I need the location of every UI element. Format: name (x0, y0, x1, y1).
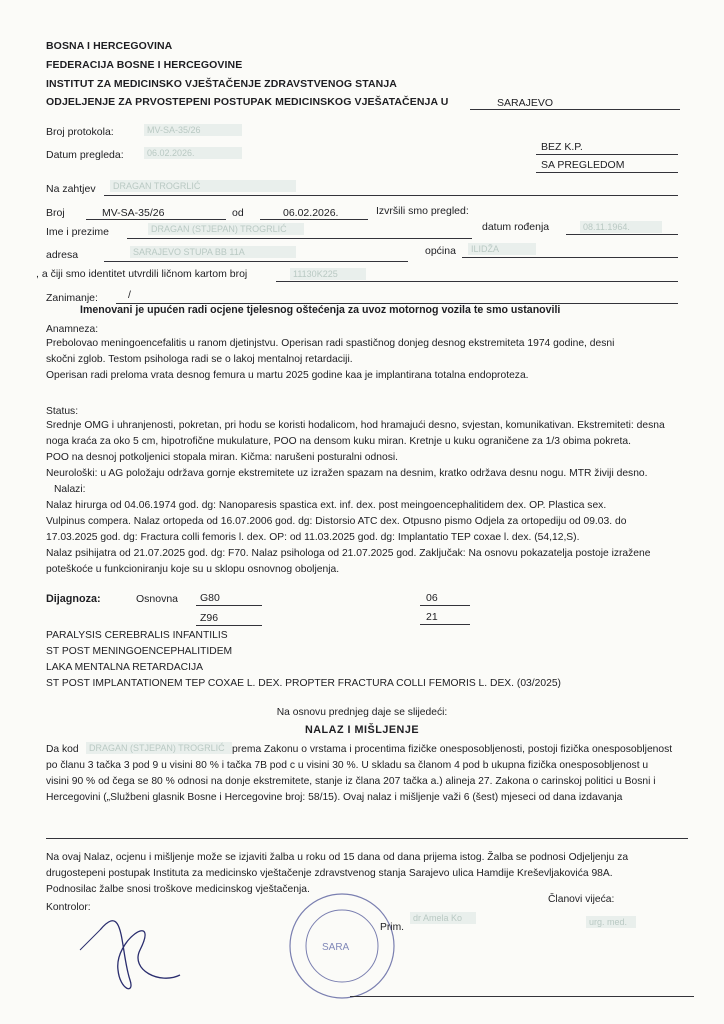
nalazi-line: Nalaz psihijatra od 21.07.2025 god. dg: F70. Nalaz psihologa od 21.07.2025 god. Zaključak: Na osnovu pokazatelja postoje izražene (46, 548, 651, 559)
dijagnoza-code: Z96 (200, 612, 219, 624)
od-value: 06.02.2026. (283, 207, 339, 219)
zanimanje-value: / (128, 289, 131, 301)
nalaz-line: Hercegovini („Službeni glasnik Bosne i Hercegovine broj: 58/15). Ovaj nalaz i mišljenje važi 6 (šest) mjeseci od dana izdavanja (46, 792, 623, 803)
broj-protokola-value: MV-SA-35/26 (144, 124, 242, 136)
footer-line: Na ovaj Nalaz, ocjenu i mišljenje može se izjaviti žalba u roku od 15 dana od dana prijema istog. Žalba se podnosi Odjeljenju za (46, 852, 629, 863)
dijagnoza-title: Dijagnoza: (46, 593, 101, 605)
city-underline (470, 109, 680, 110)
datum-rodjenja-value: 08.11.1964. (580, 221, 662, 233)
kontrolor-label: Kontrolor: (46, 902, 91, 913)
sa-pregledom-underline (536, 172, 678, 173)
dijagnoza-num: 21 (426, 611, 438, 623)
na-zahtjev-label: Na zahtjev (46, 183, 96, 195)
footer-divider (46, 838, 688, 839)
zanimanje-label: Zanimanje: (46, 292, 98, 304)
broj-value: MV-SA-35/26 (102, 207, 165, 219)
adresa-label: adresa (46, 249, 79, 261)
identitet-underline (276, 281, 678, 282)
dijagnoza-line: PARALYSIS CEREBRALIS INFANTILIS (46, 630, 228, 641)
code2-underline (196, 625, 262, 626)
prim-label: Prim. (380, 922, 405, 933)
nalaz-da-kod: Da kod (46, 744, 79, 755)
svg-text:SARA: SARA (322, 942, 350, 953)
status-line: Srednje OMG i uhranjenosti, pokretan, pri hodu se koristi hodalicom, hod hramajući desno, svjestan, komunikativan. Ekstremiteti: desna (46, 420, 665, 431)
header-line-4: ODJELJENJE ZA PRVOSTEPENI POSTUPAK MEDICINSKOG VJEŠATAČENJA U (46, 96, 449, 108)
header-line-1: BOSNA I HERCEGOVINA (46, 40, 173, 52)
anamneza-line: skočni zglob. Testom psihologa radi se o lakoj mentalnoj retardaciji. (46, 354, 353, 365)
nalazi-line: poteškoće u funkcioniranju koje su u sklopu osnovnog oboljenja. (46, 564, 340, 575)
dijagnoza-num: 06 (426, 592, 438, 604)
broj-label: Broj (46, 207, 65, 219)
datum-rodjenja-label: datum rođenja (482, 221, 550, 233)
dijagnoza-line: ST POST IMPLANTATIONEM TEP COXAE L. DEX. PROPTER FRACTURA COLLI FEMORIS L. DEX. (03/2025) (46, 678, 561, 689)
nalaz-line: prema Zakonu o vrstama i procentima fizičke onesposobljenosti, postoji fizička onesposobljenost (232, 744, 673, 755)
anamneza-line: Prebolovao meningoencefalitis u ranom djetinjstvu. Operisan radi spastičnog donjeg desnog ekstremiteta 1974 godine, desni (46, 338, 615, 349)
ime-underline (127, 238, 472, 239)
na-zahtjev-value: DRAGAN TROGRLIĆ (110, 180, 296, 192)
datum-rodjenja-underline (566, 234, 678, 235)
od-label: od (232, 207, 244, 219)
footer-line: drugostepeni postupak Instituta za medicinsko vještačenje zdravstvenog stanja Sarajevo ulica Hamdije Kreševljakovića 98A. (46, 868, 613, 879)
anamneza-title: Anamneza: (46, 324, 99, 335)
signature-kontrolor (70, 890, 210, 1000)
opcina-underline (462, 257, 678, 258)
sa-pregledom: SA PREGLEDOM (541, 159, 625, 171)
header-line-2: FEDERACIJA BOSNE I HERCEGOVINE (46, 59, 243, 71)
header-city: SARAJEVO (497, 97, 554, 109)
num2-underline (420, 624, 470, 625)
nalaz-title: NALAZ I MIŠLJENJE (304, 724, 420, 736)
identitet-value: 11130K225 (290, 268, 366, 280)
status-line: noga kraća za oko 5 cm, hipotrofične mukulature, POO na densom kuku miran. Kretnje u kuku ograničene za 1/3 obima pokreta. (46, 436, 631, 447)
broj-underline (86, 219, 226, 220)
code1-underline (196, 605, 262, 606)
dijagnoza-line: ST POST MENINGOENCEPHALITIDEM (46, 646, 233, 657)
nalaz-line: po članu 3 tačka 3 pod 9 u visini 80 % i tačka 7B pod c u visini 30 %. U skladu sa članom 4 pod b ukupna fizička onesposobljenost u (46, 760, 649, 771)
doctor-title: urg. med. (586, 916, 636, 928)
nalazi-line: Vulpinus compera. Nalaz ortopeda od 16.07.2006 god. dg: Distorsio ATC dex. Otpusno pismo Odjela za ortopediju od 09.03. do (46, 516, 627, 527)
signature-line (350, 996, 694, 997)
bez-kp: BEZ K.P. (541, 141, 583, 153)
header-line-3: INSTITUT ZA MEDICINSKO VJEŠTAČENJE ZDRAVSTVENOG STANJA (46, 78, 397, 90)
status-line: POO na desnoj potkoljenici stopala miran. Kičma: narušeni posturalni odnosi. (46, 452, 398, 463)
nalazi-line: 17.03.2025 god. dg: Fractura colli femoris l. dex. OP: od 11.03.2025 god. dg: Implantatio TEP coxae l. dex. (54,12,S). (46, 532, 580, 543)
purpose-statement: Imenovani je upućen radi ocjene tjelesnog oštećenja za uvoz motornog vozila te smo ustanovili (80, 304, 561, 316)
dijagnoza-osnovna-label: Osnovna (136, 593, 179, 605)
status-line: Neurološki: u AG položaju održava gornje ekstremitete uz izražen spazam na desnim, kratko održava desnu nogu. MTR živiji desno. (46, 468, 648, 479)
nalazi-title: Nalazi: (54, 484, 86, 495)
nalaz-line: visini 90 % od čega se 80 % odnosi na donje ekstremitete, stanje iz člana 207 tačka a.) alineja 27. Zakona o carinskoj politici u Bosni i (46, 776, 656, 787)
identitet-label: , a čiji smo identitet utvrdili ličnom kartom broj (36, 268, 248, 280)
nalaz-patient-name: DRAGAN (STJEPAN) TROGRLIĆ (86, 742, 232, 754)
nalazi-line: Nalaz hirurga od 04.06.1974 god. dg: Nanoparesis spastica ext. inf. dex. post meingoencephalitidem dex. OP. Plastica sex. (46, 500, 607, 511)
ime-value: DRAGAN (STJEPAN) TROGRLIĆ (148, 223, 304, 235)
prim-name: dr Amela Ko (410, 912, 476, 924)
clanovi-vijeca-label: Članovi vijeća: (548, 894, 615, 905)
datum-pregleda-label: Datum pregleda: (46, 149, 124, 161)
opcina-label: općina (425, 245, 456, 257)
footer-line: Podnosilac žalbe snosi troškove medicinskog vještačenja. (46, 884, 310, 895)
datum-pregleda-value: 06.02.2026. (144, 147, 242, 159)
status-title: Status: (46, 406, 79, 417)
dijagnoza-code: G80 (200, 592, 220, 604)
od-underline (260, 219, 368, 220)
opcina-value: ILIDŽA (468, 243, 536, 255)
adresa-underline (104, 261, 408, 262)
bez-kp-underline (536, 154, 678, 155)
izvrsili-label: Izvršili smo pregled: (376, 205, 469, 217)
na-zahtjev-underline (104, 195, 678, 196)
adresa-value: SARAJEVO STUPA BB 11A (130, 246, 296, 258)
ime-label: Ime i prezime (46, 226, 110, 238)
official-stamp (280, 888, 410, 1008)
dijagnoza-line: LAKA MENTALNA RETARDACIJA (46, 662, 203, 673)
anamneza-line: Operisan radi preloma vrata desnog femura u martu 2025 godine kaa je implantirana totalna endoproteza. (46, 370, 529, 381)
nalaz-intro: Na osnovu prednjeg daje se slijedeći: (276, 707, 448, 718)
broj-protokola-label: Broj protokola: (46, 126, 114, 138)
num1-underline (420, 605, 470, 606)
